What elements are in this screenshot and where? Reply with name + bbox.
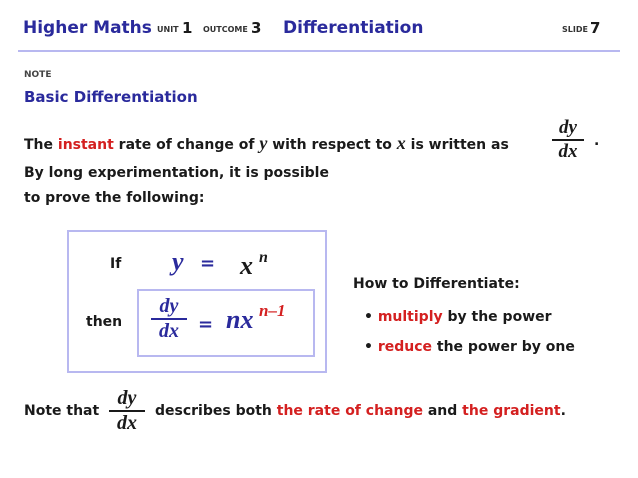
slide-number: 7 — [590, 19, 601, 37]
header-divider — [18, 50, 620, 52]
bullet-2: • — [364, 339, 373, 355]
intro-part4: is written as — [405, 137, 509, 153]
rule-frac-numerator: dy — [159, 295, 179, 317]
howto-item1-rest: by the power — [442, 309, 552, 325]
bullet-1: • — [364, 309, 373, 325]
multiply-highlight: multiply — [377, 309, 443, 325]
intro-period: . — [594, 133, 600, 149]
footer-middle: describes both — [155, 403, 277, 419]
intro-frac-numerator: dy — [559, 117, 577, 138]
if-label: If — [110, 256, 122, 272]
unit-value: 1 — [182, 19, 193, 37]
outcome-value: 3 — [251, 19, 262, 37]
footer-sentence — [155, 403, 566, 419]
footer-derivative-fraction — [109, 388, 145, 434]
reduce-highlight: reduce — [377, 339, 433, 355]
rule-equals-2: = — [198, 314, 214, 335]
howto-item2-rest: the power by one — [432, 339, 575, 355]
intro-sentence — [24, 133, 509, 154]
rule-power-n: n — [259, 249, 268, 266]
howto-item-reduce — [364, 339, 575, 355]
note-heading: Basic Differentiation — [24, 88, 198, 106]
footer-period: . — [560, 403, 566, 419]
rule-derivative-fraction — [151, 296, 187, 342]
howto-item-multiply — [364, 309, 552, 325]
instant-highlight: instant — [57, 137, 114, 153]
experiment-line-1: By long experimentation, it is possible — [24, 165, 329, 181]
rule-equals-1: = — [200, 253, 216, 274]
intro-frac-denominator: dx — [558, 140, 578, 162]
intro-y-symbol: y — [259, 133, 268, 153]
note-label: NOTE — [24, 70, 52, 80]
rule-frac-denominator: dx — [159, 320, 179, 342]
rule-y-symbol: y — [172, 247, 184, 276]
intro-part1: The — [24, 137, 58, 153]
then-label: then — [86, 314, 123, 330]
intro-x-symbol: x — [396, 133, 406, 153]
rule-x-symbol: x — [240, 251, 253, 280]
rule-nx: nx — [226, 305, 254, 334]
slide-label: SLIDE — [562, 25, 588, 34]
footer-and: and — [422, 403, 463, 419]
rate-of-change-highlight: the rate of change — [276, 403, 423, 419]
rule-power-n-minus-1: n–1 — [259, 301, 286, 320]
intro-derivative-fraction — [552, 118, 584, 162]
intro-part3: with respect to — [267, 137, 397, 153]
footer-frac-denominator: dx — [117, 412, 137, 434]
course-title: Higher Maths — [23, 18, 152, 38]
outcome-label: OUTCOME — [203, 25, 248, 34]
gradient-highlight: the gradient — [462, 403, 561, 419]
footer-frac-numerator: dy — [117, 387, 137, 409]
intro-part2: rate of change of — [113, 137, 260, 153]
topic-title: Differentiation — [283, 18, 424, 38]
note-that-label: Note that — [24, 403, 100, 419]
experiment-line-2: to prove the following: — [24, 190, 205, 206]
howto-title: How to Differentiate: — [353, 276, 520, 292]
unit-label: UNIT — [157, 25, 179, 34]
